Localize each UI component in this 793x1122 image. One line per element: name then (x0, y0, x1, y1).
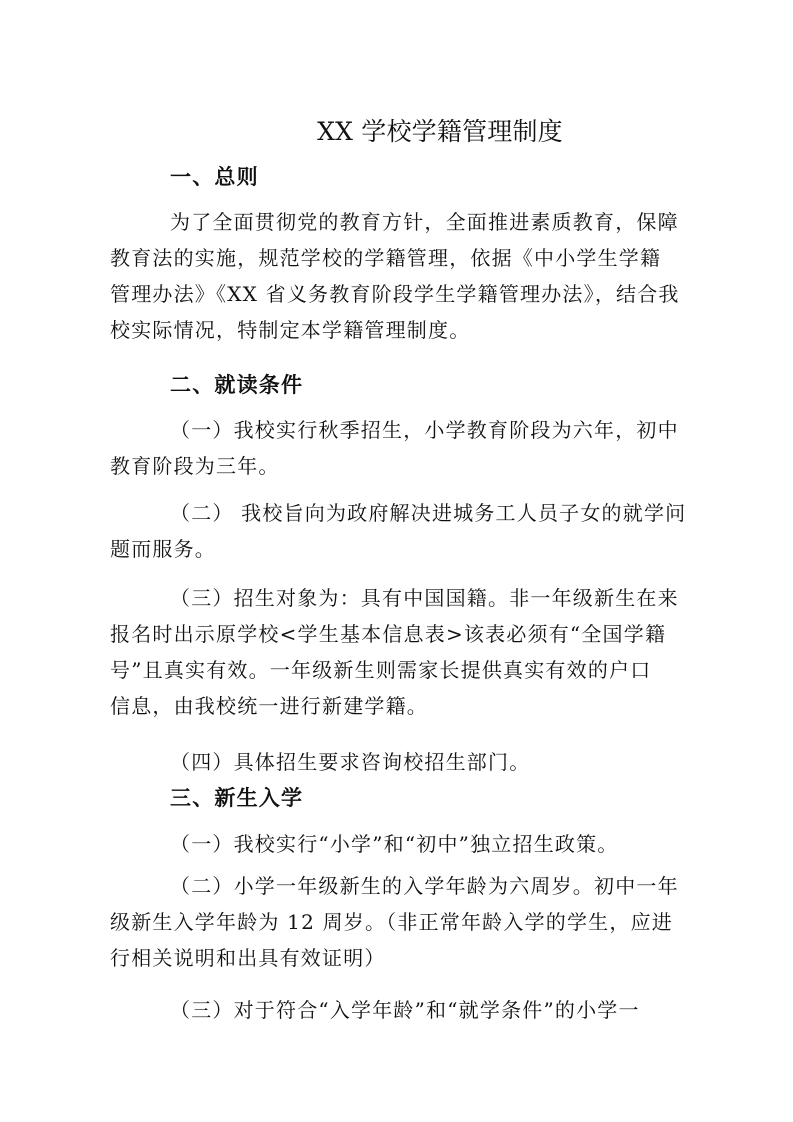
section-paragraph (110, 744, 680, 780)
section-paragraph (110, 868, 680, 976)
paragraph-line: 信息，由我校统一进行新建学籍。 (110, 694, 428, 718)
paragraph-line: （三）招生对象为：具有中国国籍。非一年级新生在来 (170, 586, 679, 610)
document-title: XX 学校学籍管理制度 (317, 116, 563, 146)
paragraph-line: 级新生入学年龄为 12 周岁。（非正常年龄入学的学生，应进 (110, 910, 673, 934)
paragraph-line: （一）我校实行“小学”和“初中”独立招生政策。 (170, 832, 619, 856)
paragraph-line: （三）对于符合“入学年龄”和“就学条件”的小学一 (170, 998, 640, 1022)
paragraph-line: 为了全面贯彻党的教育方针，全面推进素质教育，保障 (170, 210, 679, 234)
paragraph-line: 行相关说明和出具有效证明） (110, 946, 386, 970)
section-paragraph (110, 826, 680, 862)
paragraph-line: 管理办法》《XX 省义务教育阶段学生学籍管理办法》，结合我 (110, 282, 680, 306)
section-heading: 二、就读条件 (170, 372, 304, 398)
paragraph-line: 教育阶段为三年。 (110, 454, 280, 478)
paragraph-line: （二）小学一年级新生的入学年龄为六周岁。初中一年 (170, 874, 679, 898)
section-heading: 一、总则 (170, 164, 259, 190)
paragraph-line: 报名时出示原学校<学生基本信息表>该表必须有“全国学籍 (110, 622, 667, 646)
paragraph-line: 号”且真实有效。一年级新生则需家长提供真实有效的户口 (110, 658, 652, 682)
section-paragraph (110, 495, 687, 567)
section-heading: 三、新生入学 (170, 785, 304, 811)
paragraph-line: （一）我校实行秋季招生，小学教育阶段为六年，初中 (170, 418, 679, 442)
section-paragraph (110, 992, 680, 1028)
section-paragraph (110, 412, 680, 484)
paragraph-line: 校实际情况，特制定本学籍管理制度。 (110, 318, 471, 342)
paragraph-line: （二） 我校旨向为政府解决进城务工人员子女的就学问 (170, 501, 687, 525)
section-paragraph (110, 580, 680, 724)
section-paragraph (110, 204, 680, 348)
paragraph-line: （四）具体招生要求咨询校招生部门。 (170, 750, 531, 774)
paragraph-line: 题而服务。 (110, 537, 216, 561)
paragraph-line: 教育法的实施，规范学校的学籍管理，依据《中小学生学籍 (110, 246, 662, 270)
